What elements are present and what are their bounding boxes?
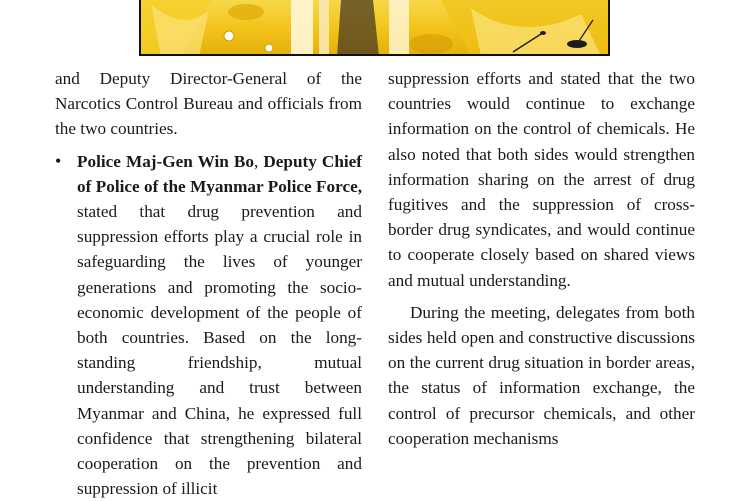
right-column bbox=[388, 66, 695, 451]
continued-paragraph: suppression efforts and stated that the two countries would continue to exchange information on the control of chemicals. He also noted that both sides would strengthen information sharing on the arrest of drug fugitives and the suppression of cross-border drug syndicates, and would continue to cooperate closely based on shared views and mutual understanding. bbox=[388, 69, 695, 290]
speaker-title: Deputy Chief of Police of the Myanmar Police Force, bbox=[77, 151, 363, 196]
bullet-list bbox=[55, 149, 362, 501]
statement-text: stated that drug prevention and suppression efforts play a crucial role in safeguarding the lives of younger generations and promoting the socio-economic development of the people of both countries. Based on the long-standing friendship, mutual understanding and trust between Myanmar and China, he expressed full confidence that strengthening bilateral cooperation on the prevention and suppression of illicit bbox=[77, 202, 362, 499]
meeting-photo-illustration bbox=[141, 0, 610, 56]
speaker-separator: , bbox=[253, 151, 264, 171]
meeting-photo bbox=[139, 0, 610, 56]
meeting-discussion-paragraph: During the meeting, delegates from both sides held open and constructive discussions on the current drug situation in border areas, the status of information exchange, the control of precursor chemicals, and other cooperation mechanisms bbox=[388, 302, 695, 448]
bullet-item-win-bo bbox=[77, 149, 362, 501]
left-column bbox=[55, 66, 362, 501]
speaker-name: Police Maj-Gen Win Bo bbox=[77, 151, 254, 171]
intro-paragraph: and Deputy Director-General of the Narcotics Control Bureau and officials from the two countries. bbox=[55, 69, 362, 139]
